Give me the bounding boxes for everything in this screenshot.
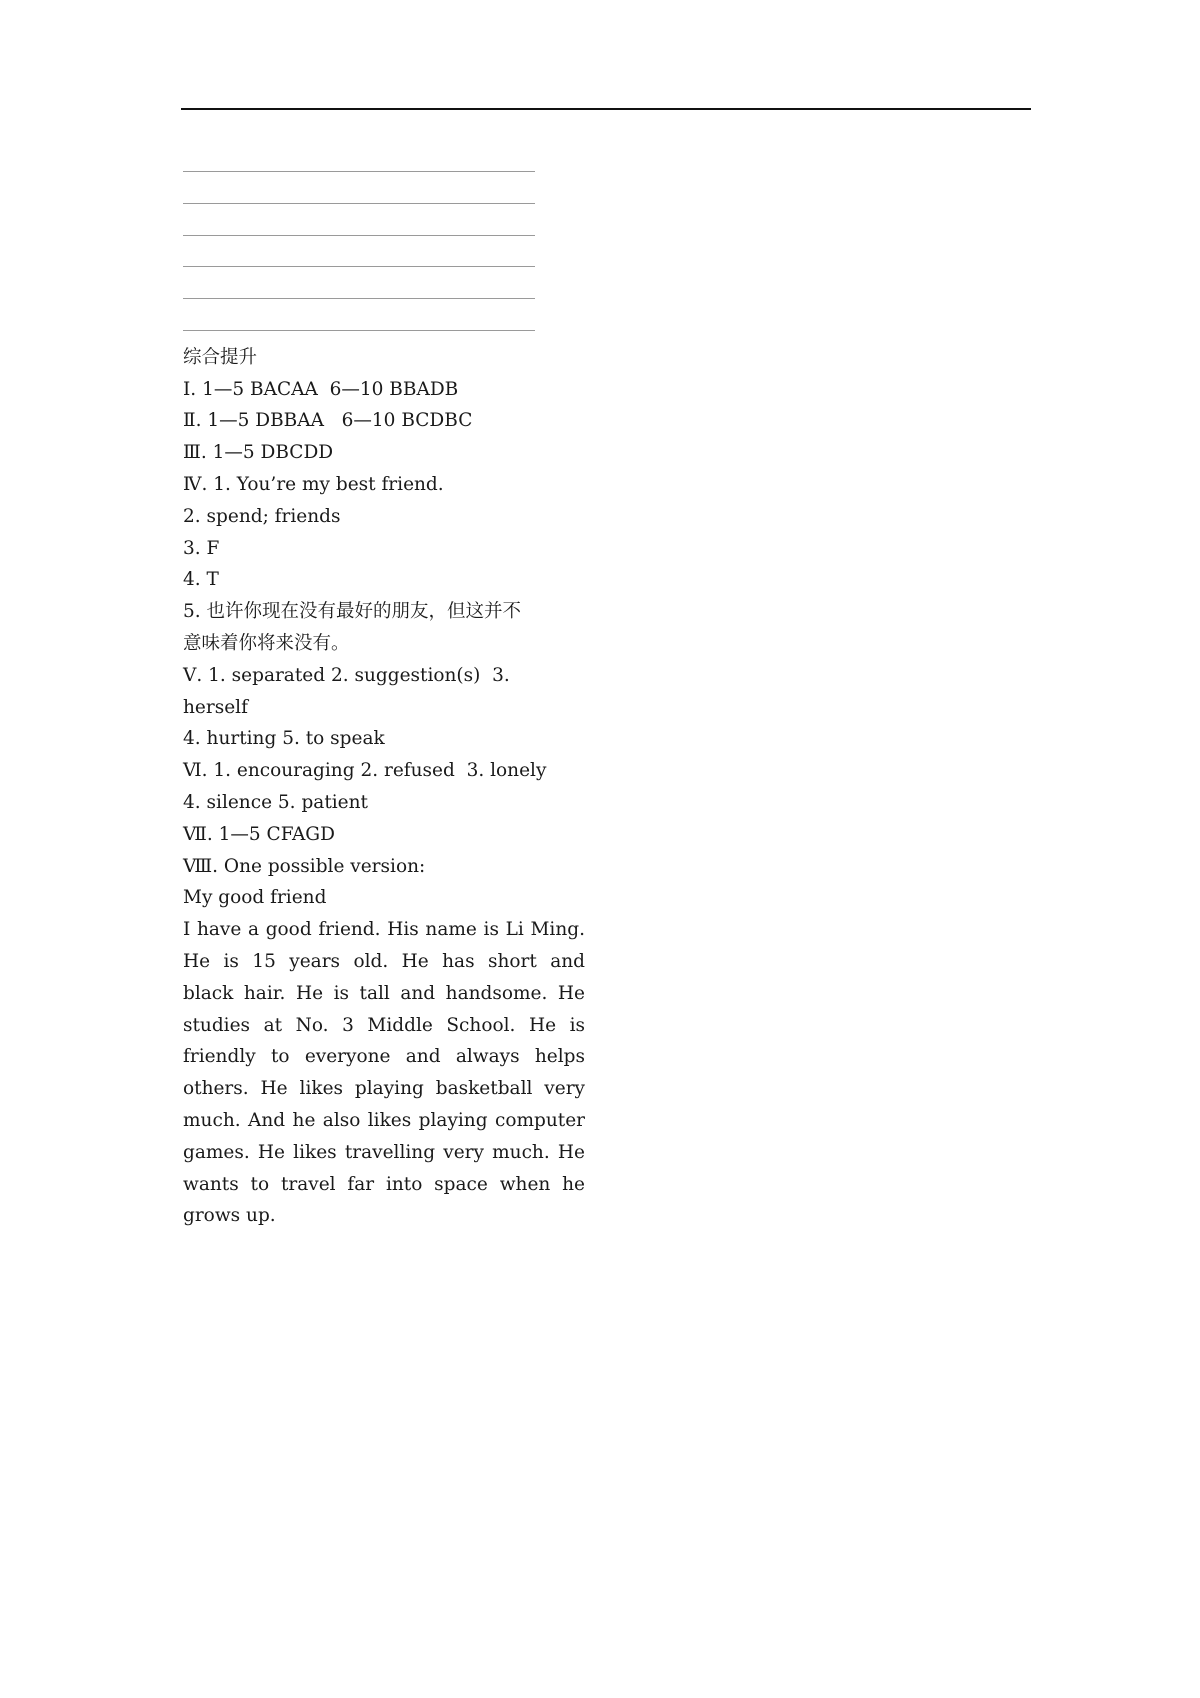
essay-line: others. He likes playing basketball very xyxy=(183,1078,585,1100)
essay-line: I have a good friend. His name is Li Ming. xyxy=(183,919,585,941)
header-rule xyxy=(181,108,1031,110)
blank-line xyxy=(183,215,585,247)
answer-part-4-q1: Ⅳ. 1. You’re my best friend. xyxy=(183,473,444,495)
answer-part-4-q2: 2. spend; friends xyxy=(183,505,341,527)
answer-column xyxy=(183,151,585,1232)
section-title: 综合提升 xyxy=(183,346,258,368)
essay-line: much. And he also likes playing computer xyxy=(183,1109,585,1131)
blank-line xyxy=(183,310,585,342)
answer-part-3: Ⅲ. 1—5 DBCDD xyxy=(183,442,334,464)
blank-lines xyxy=(183,151,585,342)
answer-part-4-q4: 4. T xyxy=(183,569,219,591)
essay-line: studies at No. 3 Middle School. He is xyxy=(183,1014,585,1036)
blank-line xyxy=(183,151,585,183)
answer-part-7: Ⅶ. 1—5 CFAGD xyxy=(183,823,335,845)
answer-part-4-q5-line1: 5. 也许你现在没有最好的朋友，但这并不 xyxy=(183,601,522,623)
answer-part-5-line2: herself xyxy=(183,696,248,718)
answer-part-4-q3: 3. F xyxy=(183,537,220,559)
essay-line: black hair. He is tall and handsome. He xyxy=(183,982,585,1004)
answer-part-5-line1: Ⅴ. 1. separated 2. suggestion(s) 3. xyxy=(183,664,510,686)
answer-part-2: Ⅱ. 1—5 DBBAA 6—10 BCDBC xyxy=(183,410,473,432)
answer-part-8-intro: Ⅷ. One possible version: xyxy=(183,855,426,877)
essay-line: He is 15 years old. He has short and xyxy=(183,950,585,972)
essay-body xyxy=(183,914,585,1232)
essay-line: wants to travel far into space when he xyxy=(183,1173,585,1195)
answer-part-6-line2: 4. silence 5. patient xyxy=(183,791,368,813)
essay-title: My good friend xyxy=(183,887,327,909)
answer-part-6-line1: Ⅵ. 1. encouraging 2. refused 3. lonely xyxy=(183,760,547,782)
essay-line: games. He likes travelling very much. He xyxy=(183,1141,585,1163)
essay-line: friendly to everyone and always helps xyxy=(183,1046,585,1068)
answer-part-5-line3: 4. hurting 5. to speak xyxy=(183,728,385,750)
blank-line xyxy=(183,246,585,278)
answer-part-1: Ⅰ. 1—5 BACAA 6—10 BBADB xyxy=(183,378,459,400)
answer-part-4-q5-line2: 意味着你将来没有。 xyxy=(183,632,350,654)
blank-line xyxy=(183,183,585,215)
blank-line xyxy=(183,278,585,310)
essay-line: grows up. xyxy=(183,1205,276,1227)
